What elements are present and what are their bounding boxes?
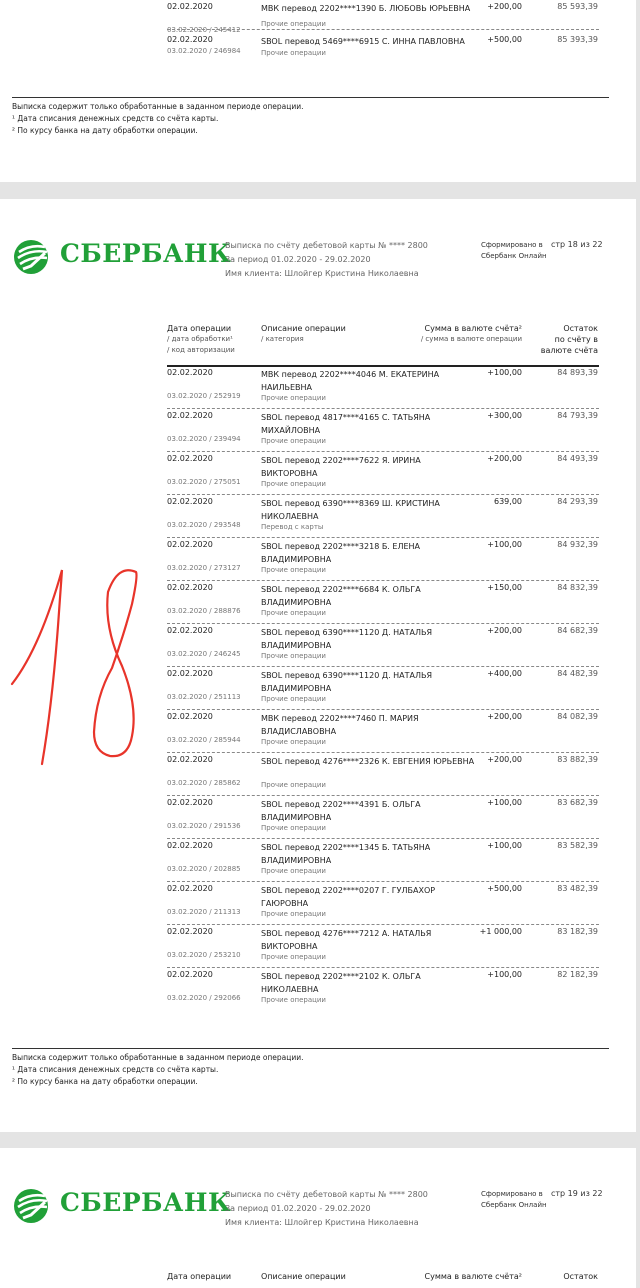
statement-page-17 bbox=[0, 0, 636, 182]
header-date-sub1: / дата обработки¹ bbox=[167, 335, 233, 343]
processing-date-code: 03.02.2020 / 202885 bbox=[167, 865, 241, 873]
account-balance: 84 293,39 bbox=[557, 497, 598, 506]
processing-date-code: 03.02.2020 / 285862 bbox=[167, 779, 241, 787]
table-row bbox=[0, 925, 636, 968]
operation-category: Прочие операции bbox=[261, 824, 326, 832]
operation-amount: +100,00 bbox=[487, 540, 522, 549]
account-balance: 85 393,39 bbox=[557, 35, 598, 44]
account-balance: 83 882,39 bbox=[557, 755, 598, 764]
operation-category: Прочие операции bbox=[261, 738, 326, 746]
generated-line-2: Сбербанк Онлайн bbox=[481, 1201, 547, 1209]
statement-title: Выписка по счёту дебетовой карты № **** 2800 bbox=[225, 1190, 428, 1199]
processing-date-code: 03.02.2020 / 291536 bbox=[167, 822, 241, 830]
account-balance: 84 932,39 bbox=[557, 540, 598, 549]
account-balance: 84 682,39 bbox=[557, 626, 598, 635]
account-balance: 85 593,39 bbox=[557, 2, 598, 11]
client-name: Имя клиента: Шлойгер Кристина Николаевна bbox=[225, 1218, 419, 1227]
operation-description: МВК перевод 2202****1390 Б. ЛЮБОВЬ ЮРЬЕВНА bbox=[261, 4, 471, 13]
page-number: стр 18 из 22 bbox=[551, 240, 603, 249]
table-row bbox=[0, 968, 636, 1011]
account-balance: 84 893,39 bbox=[557, 368, 598, 377]
operation-date: 02.02.2020 bbox=[167, 583, 213, 592]
row-separator bbox=[167, 29, 599, 30]
operation-date: 02.02.2020 bbox=[167, 35, 213, 44]
operation-category: Прочие операции bbox=[261, 437, 326, 445]
processing-date-code: 03.02.2020 / 245412 bbox=[167, 26, 241, 34]
operation-description: SBOL перевод 2202****0207 Г. ГУЛБАХОР ГАЮРОВНА bbox=[261, 886, 436, 908]
operation-description: МВК перевод 2202****7460 П. МАРИЯ ВЛАДИСЛАВОВНА bbox=[261, 714, 419, 736]
operation-description: SBOL перевод 2202****4391 Б. ОЛЬГА ВЛАДИМИРОВНА bbox=[261, 800, 421, 822]
footnote-exchange-rate: ² По курсу банка на дату обработки операции. bbox=[12, 1077, 198, 1086]
statement-period: За период 01.02.2020 - 29.02.2020 bbox=[225, 1204, 371, 1213]
processing-date-code: 03.02.2020 / 292066 bbox=[167, 994, 241, 1002]
operation-date: 02.02.2020 bbox=[167, 798, 213, 807]
operation-amount: +150,00 bbox=[487, 583, 522, 592]
operation-amount: +100,00 bbox=[487, 368, 522, 377]
account-balance: 84 082,39 bbox=[557, 712, 598, 721]
generated-line-2: Сбербанк Онлайн bbox=[481, 252, 547, 260]
column-header-date bbox=[167, 1271, 231, 1282]
operation-category: Прочие операции bbox=[261, 867, 326, 875]
sberbank-logo bbox=[12, 1186, 232, 1226]
operation-date: 02.02.2020 bbox=[167, 411, 213, 420]
operation-amount: +100,00 bbox=[487, 970, 522, 979]
footnote-debit-date: ¹ Дата списания денежных средств со счёта карты. bbox=[12, 1065, 219, 1074]
operation-amount: +300,00 bbox=[487, 411, 522, 420]
account-balance: 84 832,39 bbox=[557, 583, 598, 592]
column-header-balance bbox=[541, 323, 598, 356]
operation-amount: +200,00 bbox=[487, 2, 522, 11]
table-row bbox=[0, 409, 636, 452]
generated-line-1: Сформировано в bbox=[481, 1190, 543, 1198]
operation-date: 02.02.2020 bbox=[167, 927, 213, 936]
header-balance-1: Остаток bbox=[563, 324, 598, 333]
table-row bbox=[0, 33, 636, 76]
processing-date-code: 03.02.2020 / 251113 bbox=[167, 693, 241, 701]
operation-amount: +400,00 bbox=[487, 669, 522, 678]
operation-description: SBOL перевод 2202****7622 Я. ИРИНА ВИКТОРОВНА bbox=[261, 456, 421, 478]
column-header-date bbox=[167, 323, 235, 356]
operation-description: SBOL перевод 2202****1345 Б. ТАТЬЯНА ВЛАДИМИРОВНА bbox=[261, 843, 431, 865]
operation-category: Прочие операции bbox=[261, 609, 326, 617]
operation-category: Прочие операции bbox=[261, 480, 326, 488]
operation-category: Прочие операции bbox=[261, 695, 326, 703]
operation-category: Прочие операции bbox=[261, 394, 326, 402]
operation-category: Прочие операции bbox=[261, 49, 326, 57]
account-balance: 82 182,39 bbox=[557, 970, 598, 979]
processing-date-code: 03.02.2020 / 252919 bbox=[167, 392, 241, 400]
operation-category: Прочие операции bbox=[261, 781, 326, 789]
account-balance: 84 482,39 bbox=[557, 669, 598, 678]
operation-category: Прочие операции bbox=[261, 652, 326, 660]
operation-category: Прочие операции bbox=[261, 996, 326, 1004]
operation-date: 02.02.2020 bbox=[167, 497, 213, 506]
account-balance: 83 482,39 bbox=[557, 884, 598, 893]
footnotes bbox=[12, 1052, 304, 1088]
column-header-amount bbox=[425, 1271, 523, 1282]
operation-amount: +500,00 bbox=[487, 884, 522, 893]
operation-description: SBOL перевод 2202****3218 Б. ЕЛЕНА ВЛАДИМИРОВНА bbox=[261, 542, 421, 564]
generated-by bbox=[481, 1189, 547, 1211]
operation-category: Прочие операции bbox=[261, 20, 326, 28]
processing-date-code: 03.02.2020 / 288876 bbox=[167, 607, 241, 615]
processing-date-code: 03.02.2020 / 253210 bbox=[167, 951, 241, 959]
operation-amount: +1 000,00 bbox=[479, 927, 522, 936]
client-name: Имя клиента: Шлойгер Кристина Николаевна bbox=[225, 269, 419, 278]
table-row bbox=[0, 796, 636, 839]
handwritten-page-annotation bbox=[0, 556, 160, 772]
processing-date-code: 03.02.2020 / 246984 bbox=[167, 47, 241, 55]
header-date-sub2: / код авторизации bbox=[167, 346, 235, 354]
table-row bbox=[0, 839, 636, 882]
column-header-amount bbox=[421, 323, 522, 345]
account-balance: 84 793,39 bbox=[557, 411, 598, 420]
header-balance-1: Остаток bbox=[563, 1272, 598, 1281]
operation-date: 02.02.2020 bbox=[167, 884, 213, 893]
operation-description: SBOL перевод 2202****6684 К. ОЛЬГА ВЛАДИМИРОВНА bbox=[261, 585, 421, 607]
operation-date: 02.02.2020 bbox=[167, 841, 213, 850]
operation-description: SBOL перевод 6390****8369 Ш. КРИСТИНА НИКОЛАЕВНА bbox=[261, 499, 440, 521]
operation-date: 02.02.2020 bbox=[167, 368, 213, 377]
footnotes-divider bbox=[12, 97, 609, 98]
operation-date: 02.02.2020 bbox=[167, 626, 213, 635]
footnote-processed: Выписка содержит только обработанные в заданном периоде операции. bbox=[12, 102, 304, 111]
processing-date-code: 03.02.2020 / 275051 bbox=[167, 478, 241, 486]
operation-amount: +200,00 bbox=[487, 712, 522, 721]
operation-amount: +200,00 bbox=[487, 755, 522, 764]
header-balance-3: валюте счёта bbox=[540, 346, 598, 355]
operation-amount: +500,00 bbox=[487, 35, 522, 44]
operation-date: 02.02.2020 bbox=[167, 540, 213, 549]
operation-description: SBOL перевод 6390****1120 Д. НАТАЛЬЯ ВЛАДИМИРОВНА bbox=[261, 628, 433, 650]
sberbank-logo-icon bbox=[12, 1186, 52, 1226]
statement-page-19 bbox=[0, 1148, 636, 1288]
header-desc-main: Описание операции bbox=[261, 1272, 346, 1281]
account-balance: 83 682,39 bbox=[557, 798, 598, 807]
statement-info bbox=[225, 1188, 428, 1230]
generated-by bbox=[481, 240, 547, 262]
processing-date-code: 03.02.2020 / 285944 bbox=[167, 736, 241, 744]
header-desc-sub: / категория bbox=[261, 335, 304, 343]
operation-date: 02.02.2020 bbox=[167, 755, 213, 764]
header-date-main: Дата операции bbox=[167, 1272, 232, 1281]
operation-amount: +100,00 bbox=[487, 798, 522, 807]
operation-date: 02.02.2020 bbox=[167, 454, 213, 463]
header-desc-main: Описание операции bbox=[261, 324, 346, 333]
header-balance-2: по счёту в bbox=[554, 335, 598, 344]
operation-category: Перевод с карты bbox=[261, 523, 324, 531]
column-header-balance bbox=[563, 1271, 598, 1282]
header-amount-main: Сумма в валюте счёта² bbox=[424, 1272, 522, 1281]
operation-description: SBOL перевод 5469****6915 С. ИННА ПАВЛОВНА bbox=[261, 37, 465, 46]
operation-description: SBOL перевод 4817****4165 С. ТАТЬЯНА МИХАЙЛОВНА bbox=[261, 413, 431, 435]
table-row bbox=[0, 882, 636, 925]
operation-date: 02.02.2020 bbox=[167, 669, 213, 678]
bank-name: СБЕРБАНК bbox=[60, 239, 232, 268]
sberbank-logo-icon bbox=[12, 237, 52, 277]
operation-category: Прочие операции bbox=[261, 910, 326, 918]
account-balance: 83 182,39 bbox=[557, 927, 598, 936]
footnote-processed: Выписка содержит только обработанные в заданном периоде операции. bbox=[12, 1053, 304, 1062]
sberbank-logo bbox=[12, 237, 232, 277]
statement-period: За период 01.02.2020 - 29.02.2020 bbox=[225, 255, 371, 264]
operation-description: МВК перевод 2202****4046 М. ЕКАТЕРИНА НАИЛЬЕВНА bbox=[261, 370, 440, 392]
page-number: стр 19 из 22 bbox=[551, 1189, 603, 1198]
operation-amount: +200,00 bbox=[487, 626, 522, 635]
operation-description: SBOL перевод 4276****2326 К. ЕВГЕНИЯ ЮРЬЕВНА bbox=[261, 757, 475, 766]
account-balance: 84 493,39 bbox=[557, 454, 598, 463]
bank-name: СБЕРБАНК bbox=[60, 1188, 232, 1217]
table-row bbox=[0, 366, 636, 409]
footnote-debit-date: ¹ Дата списания денежных средств со счёта карты. bbox=[12, 114, 219, 123]
account-balance: 83 582,39 bbox=[557, 841, 598, 850]
generated-line-1: Сформировано в bbox=[481, 241, 543, 249]
operation-date: 02.02.2020 bbox=[167, 970, 213, 979]
footnote-exchange-rate: ² По курсу банка на дату обработки операции. bbox=[12, 126, 198, 135]
footnotes bbox=[12, 101, 304, 137]
header-date-main: Дата операции bbox=[167, 324, 232, 333]
processing-date-code: 03.02.2020 / 239494 bbox=[167, 435, 241, 443]
column-header-description bbox=[261, 323, 346, 345]
table-row bbox=[0, 452, 636, 495]
operation-amount: 639,00 bbox=[494, 497, 522, 506]
operation-date: 02.02.2020 bbox=[167, 712, 213, 721]
table-row bbox=[0, 495, 636, 538]
statement-info bbox=[225, 239, 428, 281]
operation-description: SBOL перевод 4276****7212 А. НАТАЛЬЯ ВИКТОРОВНА bbox=[261, 929, 432, 951]
processing-date-code: 03.02.2020 / 211313 bbox=[167, 908, 241, 916]
operation-description: SBOL перевод 2202****2102 К. ОЛЬГА НИКОЛАЕВНА bbox=[261, 972, 421, 994]
operation-category: Прочие операции bbox=[261, 953, 326, 961]
statement-title: Выписка по счёту дебетовой карты № **** 2800 bbox=[225, 241, 428, 250]
processing-date-code: 03.02.2020 / 293548 bbox=[167, 521, 241, 529]
operation-category: Прочие операции bbox=[261, 566, 326, 574]
operation-description: SBOL перевод 6390****1120 Д. НАТАЛЬЯ ВЛАДИМИРОВНА bbox=[261, 671, 433, 693]
column-header-description bbox=[261, 1271, 346, 1282]
header-amount-sub: / сумма в валюте операции bbox=[420, 335, 522, 343]
header-amount-main: Сумма в валюте счёта² bbox=[424, 324, 522, 333]
operation-amount: +200,00 bbox=[487, 454, 522, 463]
footnotes-divider bbox=[12, 1048, 609, 1049]
processing-date-code: 03.02.2020 / 273127 bbox=[167, 564, 241, 572]
processing-date-code: 03.02.2020 / 246245 bbox=[167, 650, 241, 658]
operation-date: 02.02.2020 bbox=[167, 2, 213, 11]
operation-amount: +100,00 bbox=[487, 841, 522, 850]
